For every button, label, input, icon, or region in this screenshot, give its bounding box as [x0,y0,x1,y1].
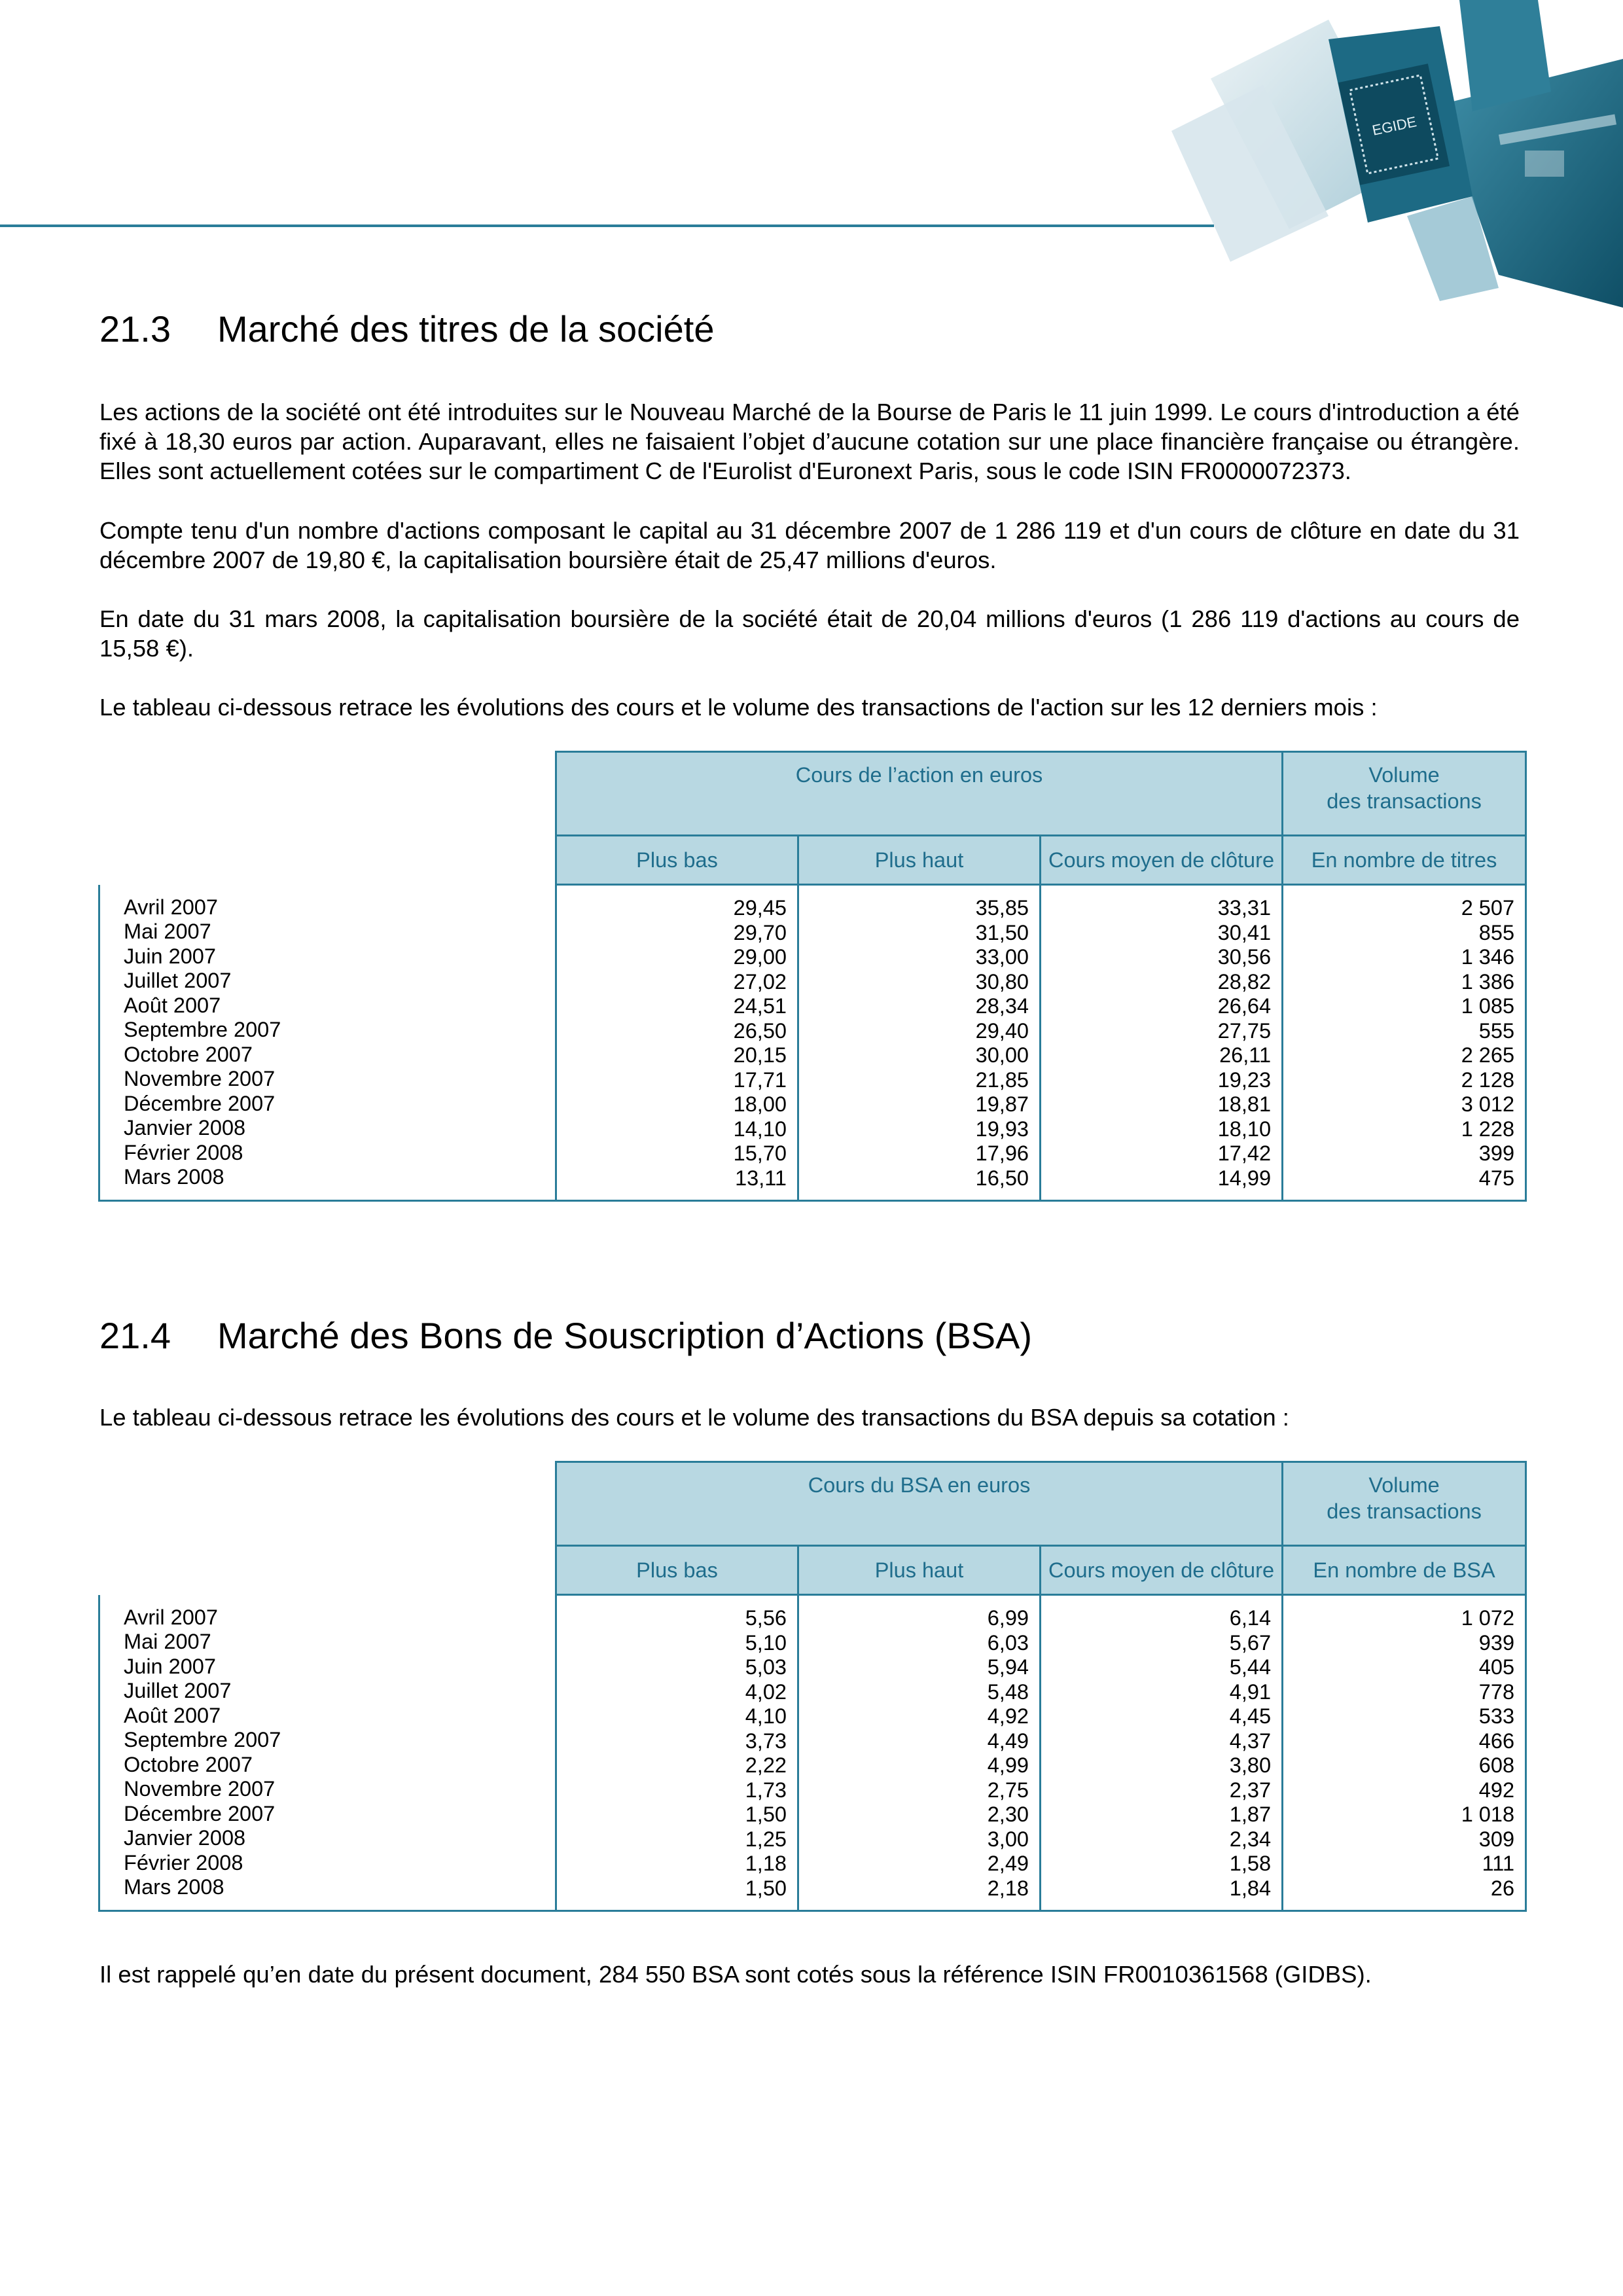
volume-value: 1 085 [1461,994,1515,1018]
low-value: 1,50 [745,1803,787,1826]
avg-value: 4,37 [1229,1729,1272,1753]
volume-value: 405 [1478,1655,1515,1679]
volume-value: 1 018 [1461,1803,1515,1826]
month-label: Août 2007 [124,1703,221,1727]
high-value: 29,40 [975,1018,1029,1043]
month-label: Février 2008 [124,1850,243,1874]
avg-value: 30,41 [1217,920,1272,944]
high-value: 2,30 [987,1803,1029,1826]
low-value: 27,02 [733,969,787,994]
low-value: 20,15 [733,1043,787,1067]
month-label: Avril 2007 [124,895,218,919]
price-group-header: Cours de l’action en euros [556,752,1283,836]
low-value: 4,02 [745,1679,787,1704]
avg-value: 28,82 [1217,969,1272,994]
high-value: 21,85 [975,1067,1029,1092]
volume-value: 1 072 [1461,1606,1515,1630]
month-label: Septembre 2007 [124,1018,281,1041]
volume-value: 855 [1478,920,1515,944]
volume-value: 492 [1478,1778,1515,1802]
bsa-table-intro-paragraph: Le tableau ci-dessous retrace les évolutions des cours et le volume des transactions du BSA depuis sa cotation : [99,1404,1289,1431]
month-label: Février 2008 [124,1140,243,1164]
volume-value: 2 265 [1461,1043,1515,1067]
volume-value: 608 [1478,1753,1515,1777]
month-label: Juin 2007 [124,944,216,968]
low-value: 15,70 [733,1141,787,1165]
low-value: 13,11 [735,1166,787,1190]
month-label: Janvier 2008 [124,1116,246,1139]
col-header-avg: Cours moyen de clôture [1041,836,1283,885]
section-number: 21.4 [99,1315,171,1356]
avg-value: 14,99 [1217,1166,1272,1190]
avg-value: 1,87 [1229,1803,1272,1826]
low-value: 29,45 [733,896,787,920]
low-value: 5,56 [745,1606,787,1630]
high-value: 28,34 [975,994,1029,1018]
high-column [798,885,1041,1201]
month-label: Août 2007 [124,993,221,1017]
month-label: Mai 2007 [124,1630,211,1653]
section-21-4-heading [99,1314,1032,1357]
avg-column [1041,1595,1283,1911]
high-value: 33,00 [975,945,1029,969]
capitalisation-march-paragraph: En date du 31 mars 2008, la capitalisation boursière de la société était de 20,04 millions d'euros (1 286 119 d'actions au cours de 15,58 €). [99,605,1520,662]
volume-value: 26 [1490,1876,1515,1900]
high-value: 4,92 [987,1704,1029,1728]
col-header-volume: En nombre de titres [1283,836,1526,885]
low-value: 3,73 [745,1729,787,1753]
table-body-row [99,1595,1526,1911]
high-value: 30,00 [975,1043,1029,1067]
month-label: Mars 2008 [124,1165,224,1189]
col-header-avg: Cours moyen de clôture [1041,1546,1283,1595]
volume-value: 1 386 [1461,969,1515,994]
avg-value: 27,75 [1217,1018,1272,1043]
high-value: 16,50 [975,1166,1029,1190]
volume-value: 111 [1482,1852,1515,1875]
volume-value: 2 507 [1461,896,1515,920]
col-header-high: Plus haut [798,836,1041,885]
high-value: 31,50 [975,920,1029,944]
capitalisation-paragraph: Compte tenu d'un nombre d'actions composant le capital au 31 décembre 2007 de 1 286 119 et d'un cours de clôture en date du 31 décembre 2007 de 19,80 €, la capitalisation boursière était de 25,47 millions d'euros. [99,517,1520,573]
month-label: Janvier 2008 [124,1826,246,1850]
avg-value: 26,64 [1217,994,1272,1018]
month-label: Avril 2007 [124,1605,218,1629]
month-label: Novembre 2007 [124,1777,276,1801]
avg-value: 1,58 [1229,1852,1272,1875]
high-value: 6,03 [987,1630,1029,1655]
high-value: 4,49 [987,1729,1029,1753]
high-value: 19,87 [975,1092,1029,1116]
col-header-low: Plus bas [556,1546,798,1595]
high-value: 30,80 [975,969,1029,994]
month-label: Décembre 2007 [124,1801,276,1825]
avg-value: 19,23 [1217,1067,1272,1092]
volume-value: 2 128 [1461,1067,1515,1092]
avg-value: 3,80 [1229,1753,1272,1777]
share-price-table [98,751,1527,1202]
table-intro-paragraph: Le tableau ci-dessous retrace les évolutions des cours et le volume des transactions de l'action sur les 12 derniers mois : [99,694,1378,721]
low-value: 14,10 [733,1117,787,1141]
low-value: 29,00 [733,945,787,969]
avg-value: 30,56 [1217,945,1272,969]
avg-value: 33,31 [1217,896,1272,920]
col-header-low: Plus bas [556,836,798,885]
low-value: 1,73 [745,1778,787,1802]
low-value: 18,00 [733,1092,787,1116]
high-value: 2,18 [987,1876,1029,1900]
volume-value: 1 228 [1461,1117,1515,1141]
month-label: Novembre 2007 [124,1067,276,1090]
avg-value: 17,42 [1217,1141,1272,1165]
high-value: 5,48 [987,1679,1029,1704]
month-label: Juillet 2007 [124,1679,232,1702]
low-value: 1,25 [745,1827,787,1851]
avg-value: 1,84 [1229,1876,1272,1900]
avg-value: 18,10 [1217,1117,1272,1141]
month-label: Octobre 2007 [124,1042,253,1066]
avg-value: 2,34 [1229,1827,1272,1851]
volume-value: 399 [1478,1141,1515,1165]
volume-value: 939 [1478,1630,1515,1655]
low-column [556,885,798,1201]
volume-header: Volume des transactions [1283,1462,1526,1546]
volume-value: 533 [1478,1704,1515,1728]
avg-value: 4,45 [1229,1704,1272,1728]
low-column [556,1595,798,1911]
high-value: 35,85 [975,896,1029,920]
month-label: Mars 2008 [124,1875,224,1899]
col-header-volume: En nombre de BSA [1283,1546,1526,1595]
month-label: Mai 2007 [124,920,211,943]
month-label: Décembre 2007 [124,1091,276,1115]
month-label: Juillet 2007 [124,969,232,992]
month-column [99,885,556,1201]
high-value: 5,94 [987,1655,1029,1679]
price-group-header: Cours du BSA en euros [556,1462,1283,1546]
avg-value: 18,81 [1217,1092,1272,1116]
month-label: Juin 2007 [124,1654,216,1678]
volume-value: 555 [1478,1018,1515,1043]
col-header-high: Plus haut [798,1546,1041,1595]
low-value: 1,18 [745,1852,787,1875]
avg-value: 2,37 [1229,1778,1272,1802]
section-21-3-heading [99,308,714,350]
section-title: Marché des Bons de Souscription d’Actions (BSA) [217,1315,1033,1356]
volume-column [1283,1595,1526,1911]
bsa-footnote-paragraph: Il est rappelé qu’en date du présent document, 284 550 BSA sont cotés sous la référence ISIN FR0010361568 (GIDBS). [99,1961,1372,1988]
month-label: Septembre 2007 [124,1728,281,1751]
month-label: Octobre 2007 [124,1752,253,1776]
avg-value: 4,91 [1229,1679,1272,1704]
low-value: 5,03 [745,1655,787,1679]
intro-paragraph: Les actions de la société ont été introduites sur le Nouveau Marché de la Bourse de Paris le 11 juin 1999. Le cours d'introduction a été fixé à 18,30 euros par action. Auparavant, elles ne faisaient l’objet d’aucune cotation sur une place financière française ou étrangère. Elles sont actuellement cotées sur le compartiment C de l'Eurolist d'Euronext Paris, sous le code ISIN FR0000072373. [99,399,1520,484]
low-value: 2,22 [745,1753,787,1777]
high-value: 2,49 [987,1852,1029,1875]
high-value: 6,99 [987,1606,1029,1630]
svg-text:EGIDE: EGIDE [1370,113,1418,139]
high-value: 17,96 [975,1141,1029,1165]
avg-value: 5,67 [1229,1630,1272,1655]
avg-value: 5,44 [1229,1655,1272,1679]
high-value: 2,75 [987,1778,1029,1802]
volume-value: 475 [1478,1166,1515,1190]
table-body-row [99,885,1526,1201]
avg-value: 26,11 [1219,1043,1272,1067]
low-value: 17,71 [733,1067,787,1092]
header-banner-image [1132,0,1623,308]
avg-column [1041,885,1283,1201]
volume-value: 3 012 [1461,1092,1515,1116]
bsa-price-table [98,1461,1527,1912]
volume-value: 309 [1478,1827,1515,1851]
volume-value: 466 [1478,1729,1515,1753]
low-value: 1,50 [745,1876,787,1900]
volume-value: 778 [1478,1679,1515,1704]
high-column [798,1595,1041,1911]
section-number: 21.3 [99,308,171,350]
low-value: 29,70 [733,920,787,944]
high-value: 3,00 [987,1827,1029,1851]
high-value: 19,93 [975,1117,1029,1141]
volume-column [1283,885,1526,1201]
low-value: 4,10 [745,1704,787,1728]
section-title: Marché des titres de la société [217,308,715,350]
month-column [99,1595,556,1911]
low-value: 5,10 [745,1630,787,1655]
high-value: 4,99 [987,1753,1029,1777]
low-value: 26,50 [733,1018,787,1043]
volume-value: 1 346 [1461,945,1515,969]
volume-header: Volume des transactions [1283,752,1526,836]
avg-value: 6,14 [1229,1606,1272,1630]
low-value: 24,51 [733,994,787,1018]
header-rule [0,224,1214,227]
